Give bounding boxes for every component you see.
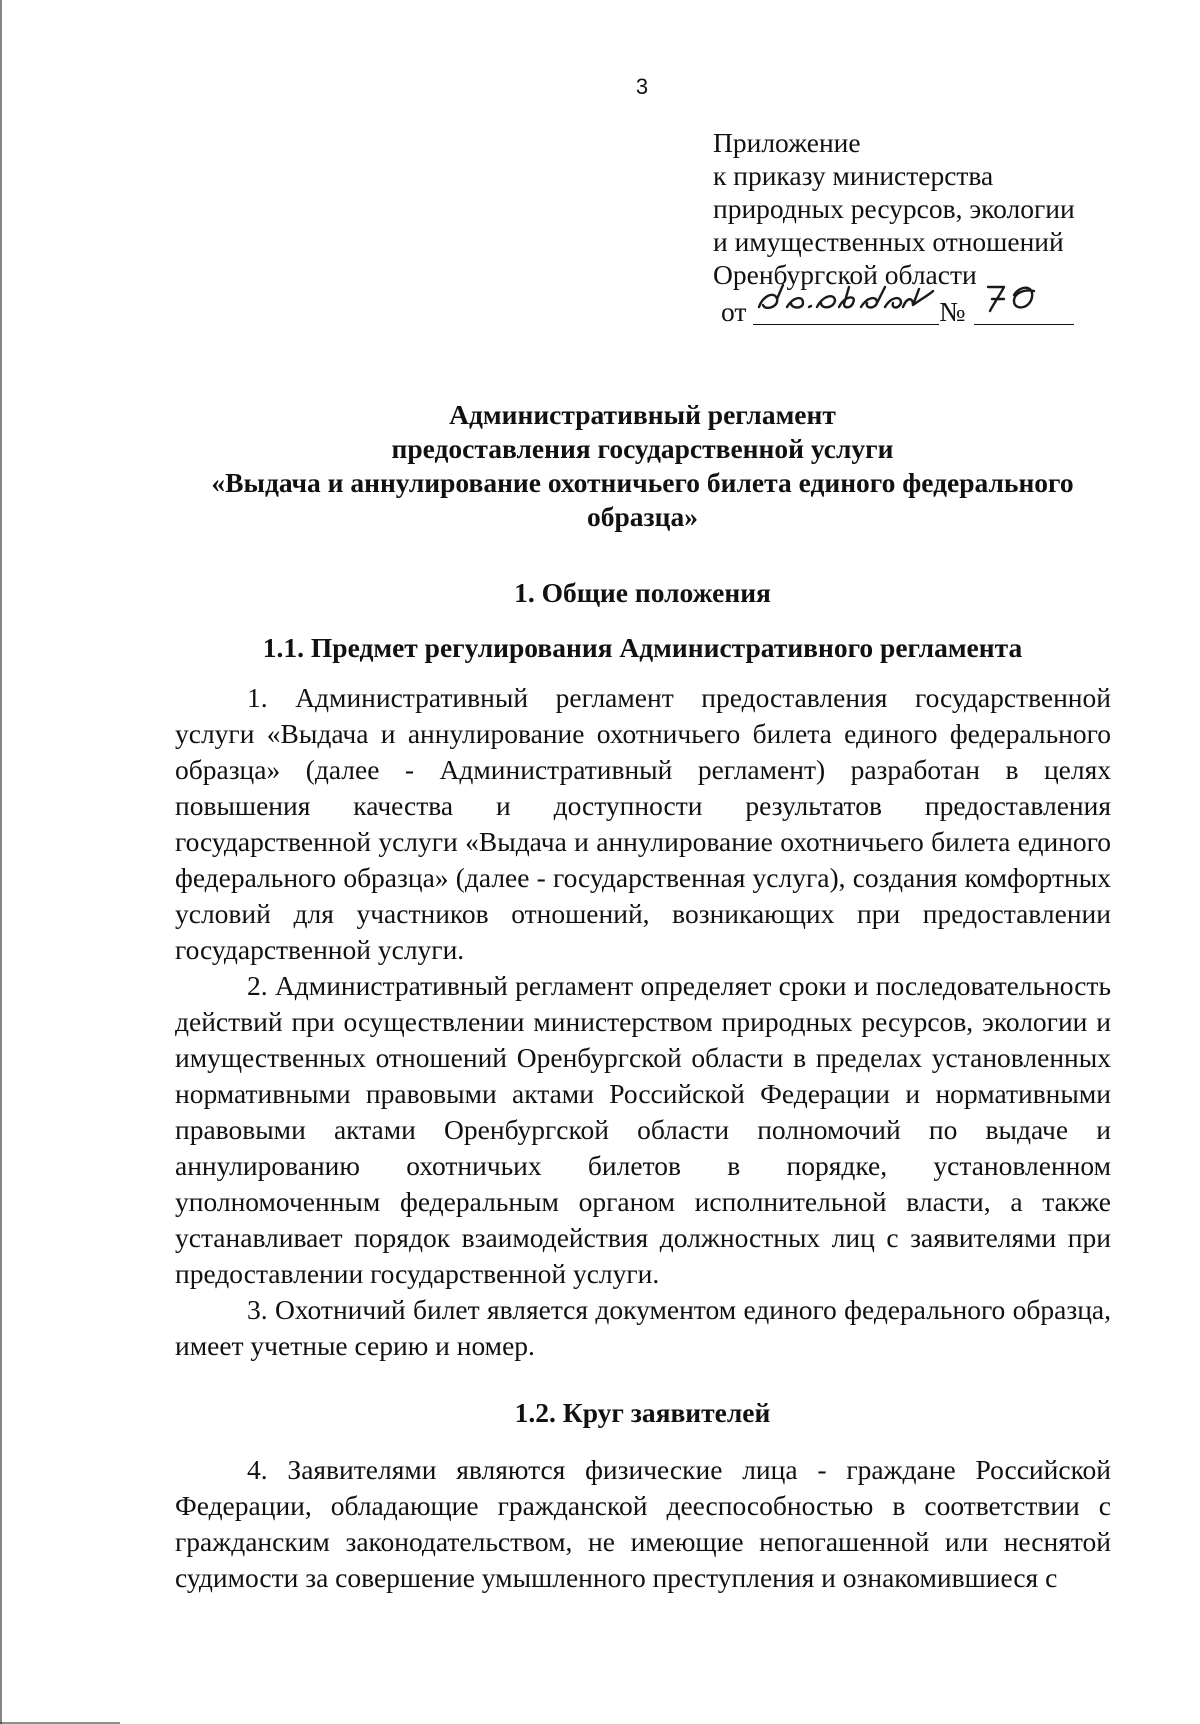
number-label: № xyxy=(939,296,966,327)
section-heading: 1. Общие положения xyxy=(514,577,771,608)
handwritten-number-signature xyxy=(974,277,1074,317)
document-title xyxy=(175,398,1110,534)
handwritten-number xyxy=(974,291,1074,321)
appendix-line: природных ресурсов, экологии xyxy=(713,193,1075,224)
title-line: «Выдача и аннулирование охотничьего билета единого федерального образца» xyxy=(211,467,1074,532)
handwritten-date-signature xyxy=(753,277,939,317)
paragraph-2: 2. Административный регламент определяет сроки и последовательность действий при осуществлении министерством природных ресурсов, экологии и имущественных отношений Оренбургской области в пределах установленных нормативными правовыми актами Российской Федерации и нормативными правовыми актами Оренбургской области полномочий по выдаче и аннулированию охотничьих билетов в порядке, установленном уполномоченным федеральным органом исполнительной власти, а также устанавливает порядок взаимодействия должностных лиц с заявителями при предоставлении государственной услуги. xyxy=(175,970,1111,1289)
title-line: Административный регламент xyxy=(449,399,836,430)
appendix-line: Приложение xyxy=(713,127,861,158)
scan-left-edge xyxy=(0,0,2,1724)
appendix-line: к приказу министерства xyxy=(713,160,994,191)
appendix-line: Оренбургской области xyxy=(713,259,977,290)
appendix-line: и имущественных отношений xyxy=(713,226,1064,257)
paragraph-3: 3. Охотничий билет является документом единого федерального образца, имеет учетные серию и номер. xyxy=(175,1294,1111,1361)
paragraph-1: 1. Административный регламент предоставления государственной услуги «Выдача и аннулирование охотничьего билета единого федерального образца» (далее - Административный регламент) разработан в целях повышения качества и доступности результатов предоставления государственной услуги «Выдача и аннулирование охотничьего билета единого федерального образца» (далее - государственная услуга), создания комфортных условий для участников отношений, возникающих при предоставлении государственной услуги. xyxy=(175,682,1111,965)
subsection-heading: 1.2. Круг заявителей xyxy=(514,1397,771,1428)
subsection-heading: 1.1. Предмет регулирования Административного регламента xyxy=(262,632,1023,663)
title-line: предоставления государственной услуги xyxy=(391,433,894,464)
paragraph-4: 4. Заявителями являются физические лица - граждане Российской Федерации, обладающие гражданской дееспособностью в соответствии с гражданским законодательством, не имеющие непогашенной или неснятой судимости за совершение умышленного преступления и ознакомившиеся с xyxy=(175,1454,1111,1593)
from-label: от xyxy=(721,296,747,327)
order-date-number-line xyxy=(721,291,1075,327)
appendix-block xyxy=(713,126,1075,327)
page-number: 3 xyxy=(635,74,649,99)
handwritten-date xyxy=(753,291,939,321)
